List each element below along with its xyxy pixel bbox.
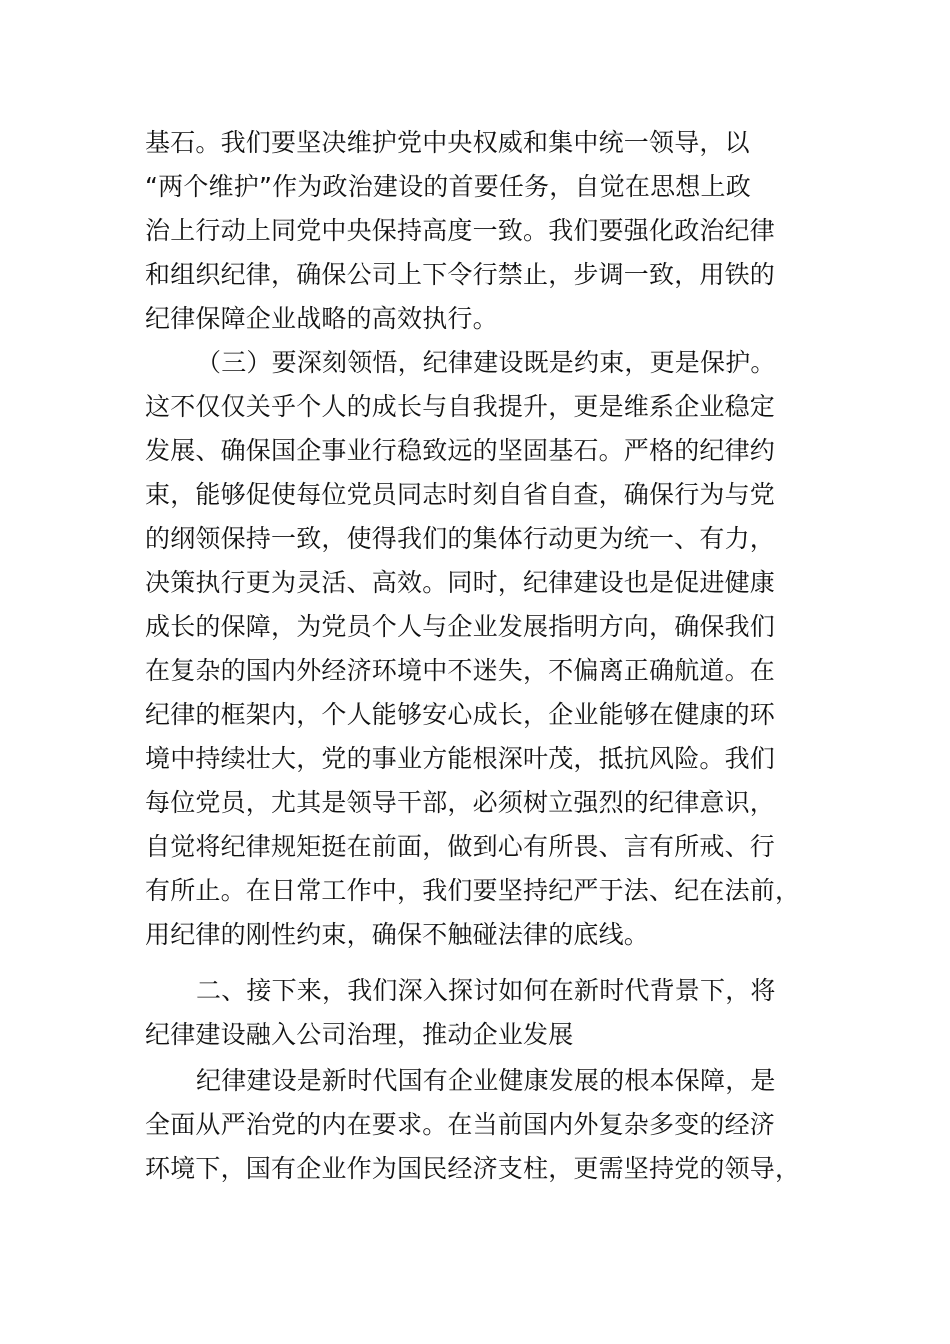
text-line: 每位党员，尤其是领导干部，必须树立强烈的纪律意识， (145, 788, 776, 817)
text-line: 治上行动上同党中央保持高度一致。我们要强化政治纪律 (145, 216, 776, 245)
text-line: “两个维护”作为政治建设的首要任务，自觉在思想上政 (145, 172, 751, 201)
section-heading-two: 二、接下来，我们深入探讨如何在新时代背景下，将 (196, 976, 776, 1005)
section-heading-two-continued: 纪律建设融入公司治理，推动企业发展 (145, 1020, 574, 1049)
text-line: 发展、确保国企事业行稳致远的坚固基石。严格的纪律约 (145, 436, 776, 465)
text-line: 的纲领保持一致，使得我们的集体行动更为统一、有力， (145, 524, 776, 553)
text-line: 基石。我们要坚决维护党中央权威和集中统一领导，以 (145, 128, 750, 157)
text-line: 束，能够促使每位党员同志时刻自省自查，确保行为与党 (145, 480, 776, 509)
section-heading-three: （三）要深刻领悟，纪律建设既是约束，更是保护。 (196, 348, 776, 377)
text-line: 决策执行更为灵活、高效。同时，纪律建设也是促进健康 (145, 568, 776, 597)
text-line: 全面从严治党的内在要求。在当前国内外复杂多变的经济 (145, 1110, 776, 1139)
text-line: 环境下，国有企业作为国民经济支柱，更需坚持党的领导， (145, 1154, 801, 1183)
text-line: 在复杂的国内外经济环境中不迷失，不偏离正确航道。在 (145, 656, 776, 685)
text-line: 纪律的框架内，个人能够安心成长，企业能够在健康的环 (145, 700, 776, 729)
text-line: 纪律保障企业战略的高效执行。 (145, 304, 498, 333)
text-line: 境中持续壮大，党的事业方能根深叶茂，抵抗风险。我们 (145, 744, 776, 773)
text-line: 有所止。在日常工作中，我们要坚持纪严于法、纪在法前， (145, 876, 801, 905)
text-line: 用纪律的刚性约束，确保不触碰法律的底线。 (145, 920, 650, 949)
text-line: 和组织纪律，确保公司上下令行禁止，步调一致，用铁的 (145, 260, 776, 289)
text-line: 这不仅仅关乎个人的成长与自我提升，更是维系企业稳定 (145, 392, 776, 421)
text-line: 纪律建设是新时代国有企业健康发展的根本保障，是 (196, 1066, 776, 1095)
text-line: 成长的保障，为党员个人与企业发展指明方向，确保我们 (145, 612, 776, 641)
text-line: 自觉将纪律规矩挺在前面，做到心有所畏、言有所戒、行 (145, 832, 776, 861)
